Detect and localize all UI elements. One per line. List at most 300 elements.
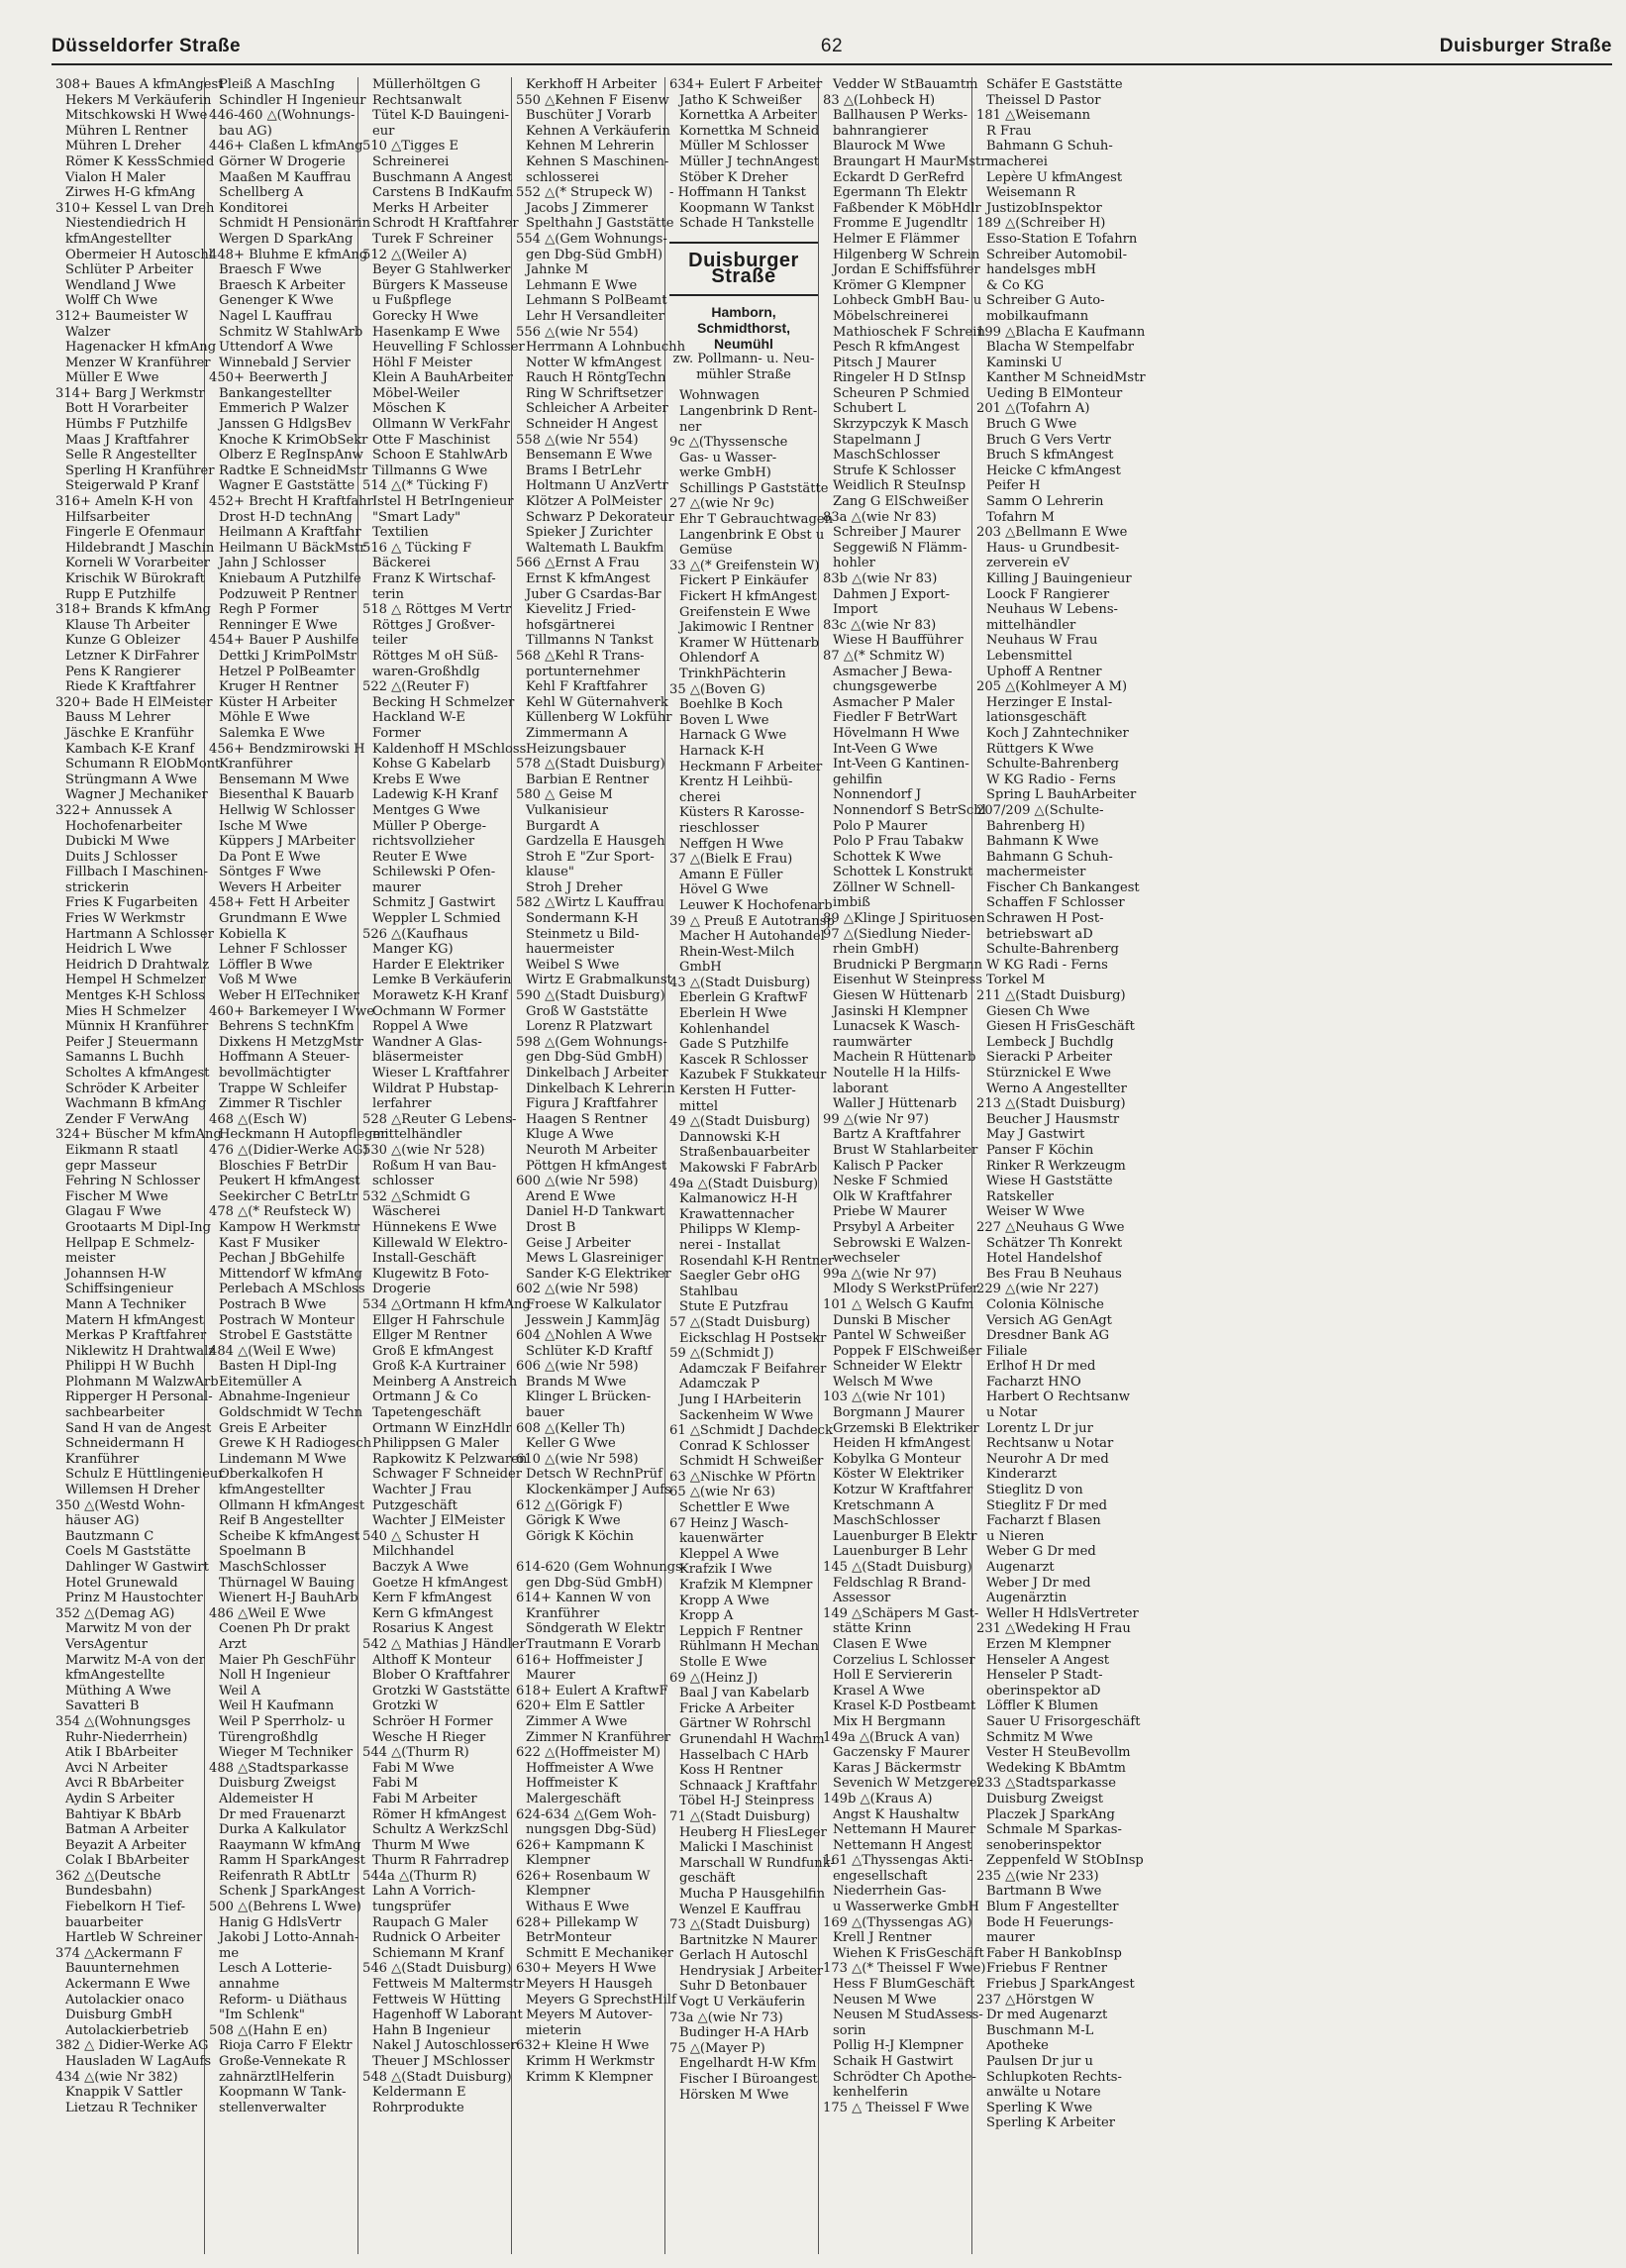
directory-entry: Röttges M oH Süß- [372,648,498,664]
directory-entry: Greis E Arbeiter [219,1420,327,1436]
directory-entry: Colonia Kölnische [986,1296,1104,1312]
directory-entry: Neffgen H Wwe [679,836,784,852]
directory-entry: Duisburg Zweigst [986,1791,1104,1806]
directory-entry: Jasinski H Klempner [833,1003,967,1019]
directory-entry: Fettweis M Maltermstr [372,1977,525,1993]
directory-entry: Söndgerath W Elektr [526,1621,665,1637]
directory-entry: Höhl F Meister [372,355,472,370]
directory-entry: Faber H BankobInsp [986,1945,1122,1961]
directory-entry: Nettemann H Maurer [833,1822,976,1838]
directory-entry: Rosarius K Angest [372,1621,493,1637]
directory-entry: u Fußpflege [372,293,452,309]
directory-entry: 546 △(Stadt Duisburg) [362,1961,512,1977]
directory-entry: Stahlbau [679,1284,739,1299]
directory-entry: laborant [833,1081,889,1096]
directory-entry: Schottek K Wwe [833,849,942,865]
directory-entry: Harder E Elektriker [372,957,504,973]
directory-entry: Hackland W-E [372,710,465,726]
directory-entry: Wevers H Arbeiter [219,879,342,895]
directory-entry: Jesswein J KammJäg [526,1312,661,1328]
directory-entry: Kornettka M Schneid [679,123,820,139]
directory-entry: Ballhausen P Werks- [833,108,967,124]
directory-entry: Theissel D Pastor [986,92,1101,108]
directory-entry: Ortmann W EinzHdlr [372,1420,512,1436]
directory-entry: Kinderarzt [986,1467,1058,1483]
directory-entry: Niklewitz H Drahtwalz [65,1343,216,1359]
directory-entry: Dinkelbach J Arbeiter [526,1066,668,1081]
directory-entry: 233 △Stadtsparkasse [976,1776,1117,1792]
directory-entry: Spring L BauhArbeiter [986,787,1137,803]
directory-entry: 227 △Neuhaus G Wwe [976,1219,1125,1235]
directory-entry: Mix H Bergmann [833,1713,946,1729]
directory-entry: Vialon H Maler [65,169,165,185]
directory-entry: raumwärter [833,1034,912,1050]
directory-entry: Detsch W RechnPrüf [526,1467,662,1483]
directory-entry: Postrach B Wwe [219,1296,327,1312]
directory-entry: Meyers G SprechstHilf [526,1992,676,2008]
directory-entry: MaschSchlosser [833,1513,940,1529]
directory-entry: Loock F Rangierer [986,586,1110,602]
directory-entry: Kretschmann A [833,1497,935,1513]
directory-entry: Neuhaus W Lebens- [986,602,1118,618]
directory-entry: gen Dbg-Süd GmbH) [526,1575,663,1591]
directory-entry: Textilien [372,525,429,541]
directory-entry: Morawetz K-H Kranf [372,988,508,1004]
directory-entry: Schlüter P Arbeiter [65,262,194,278]
directory-entry: Lauenburger B Elektr [833,1528,977,1544]
directory-entry: 454+ Bauer P Aushilfe [209,633,359,649]
directory-entry: 27 △(wie Nr 9c) [669,496,774,512]
directory-entry: 59 △(Schmidt J) [669,1346,774,1362]
directory-entry: Müller E Wwe [65,370,159,386]
directory-entry: 49 △(Stadt Duisburg) [669,1114,811,1130]
directory-entry: Kanther M SchneidMstr [986,370,1146,386]
directory-entry: Groß W Gaststätte [526,1003,649,1019]
directory-entry: Haagen S Rentner [526,1111,648,1127]
directory-entry: 69 △(Heinz J) [669,1670,759,1686]
directory-entry: 476 △(Didier-Werke AG) [209,1142,368,1158]
directory-entry: Putzgeschäft [372,1497,457,1513]
directory-entry: Hagenacker H kfmAng [65,340,217,356]
directory-entry: Holtmann U AnzVertr [526,478,668,494]
directory-entry: Peifer J Steuermann [65,1034,199,1050]
directory-entry: Fickert H kfmAngest [679,589,817,605]
directory-entry: Möschen K [372,401,446,417]
directory-entry: Colak I BbArbeiter [65,1853,189,1869]
directory-entry: Fillbach I Maschinen- [65,865,209,880]
directory-entry: Drost H-D technAng [219,509,353,525]
directory-entry: Ladewig K-H Kranf [372,787,498,803]
directory-entry: Ramm H SparkAngest [219,1853,365,1869]
directory-entry: Rechtsanw u Notar [986,1436,1114,1452]
directory-entry: Lunacsek K Wasch- [833,1019,961,1035]
directory-entry: Jordan E Schiffsführer [833,262,980,278]
directory-entry: Corzelius L Schlosser [833,1652,975,1668]
directory-entry: Meyers H Hausgeh [526,1977,653,1993]
directory-entry: Reuter E Wwe [372,849,467,865]
directory-entry: meister [65,1251,116,1267]
directory-entry: Dinkelbach K Lehrerin [526,1081,675,1096]
directory-entry: richtsvollzieher [372,834,475,850]
directory-entry: Spelthahn J Gaststätte [526,216,674,232]
directory-entry: Schellberg A [219,185,304,201]
directory-entry: Stroh J Dreher [526,879,623,895]
directory-entry: JustizobInspektor [986,200,1102,216]
directory-entry: 213 △(Stadt Duisburg) [976,1096,1126,1112]
directory-entry: werke GmbH) [679,465,771,481]
directory-entry: Augenarzt [986,1560,1055,1575]
directory-entry: Sperling H Kranführer [65,463,215,478]
directory-entry: Samanns L Buchh [65,1050,184,1066]
directory-entry: 582 △Wirtz L Kauffrau [516,895,664,911]
directory-entry: Rechtsanwalt [372,92,462,108]
directory-entry: Kazubek F Stukkateur [679,1068,827,1083]
directory-entry: Samm O Lehrerin [986,494,1104,510]
directory-entry: Wiese H Gaststätte [986,1174,1113,1189]
directory-entry: 207/209 △(Schulte- [976,802,1104,818]
directory-entry: Kehnen S Maschinen- [526,154,669,169]
directory-entry: Fricke A Arbeiter [679,1701,794,1716]
directory-entry: Kniebaum A Putzhilfe [219,571,361,586]
directory-entry: Zimmer N Kranführer [526,1729,671,1745]
directory-entry: 73 △(Stadt Duisburg) [669,1917,811,1933]
directory-entry: Filiale [986,1343,1028,1359]
directory-entry: 181 △Weisemann [976,108,1091,124]
directory-entry: Genenger K Wwe [219,293,334,309]
directory-entry: Nagel L Kauffrau [219,308,333,324]
directory-entry: bauer [526,1405,564,1421]
directory-entry: Lehmann E Wwe [526,277,638,293]
directory-entry: Rudnick O Arbeiter [372,1930,500,1946]
directory-entry: Neusen M Wwe [833,1992,937,2008]
directory-entry: Neske F Schmied [833,1174,949,1189]
directory-entry: Krasel A Wwe [833,1683,925,1699]
directory-entry: Aydin S Arbeiter [65,1791,174,1806]
directory-entry: Bahmann G Schuh- [986,139,1113,155]
directory-entry: Zeppenfeld W StObInsp [986,1853,1144,1869]
directory-entry: Giesen W Hüttenarb [833,988,968,1004]
directory-entry: Bahmann K Wwe [986,834,1099,850]
directory-entry: Langenbrink D Rent- [679,403,818,419]
directory-entry: Blum F Angestellter [986,1900,1119,1915]
directory-entry: Keldermann E [372,2085,466,2101]
directory-entry: Weil A [219,1683,261,1699]
directory-entry: Schulte-Bahrenberg [986,942,1119,958]
directory-entry: Faßbender K MöbHdlr [833,200,981,216]
directory-entry: u Notar [986,1405,1038,1421]
directory-entry: 518 △ Röttges M Vertr [362,602,512,618]
directory-entry: 532 △Schmidt G [362,1188,470,1204]
directory-entry: Kast F Musiker [219,1235,320,1251]
directory-entry: 566 △Ernst A Frau [516,556,640,571]
directory-entry: 452+ Brecht H Kraftfahr [209,494,373,510]
directory-entry: MaschSchlosser [219,1560,326,1575]
directory-entry: macherei [986,154,1048,169]
directory-entry: 73a △(wie Nr 73) [669,2010,783,2025]
directory-entry: senoberinspektor [986,1837,1101,1853]
directory-entry: Vester H SteuBevollm [986,1745,1131,1761]
directory-entry: Fries W Werkmstr [65,911,185,927]
directory-entry: Scheuren P Schmied [833,385,969,401]
directory-entry: Sperling K Arbeiter [986,2115,1115,2131]
directory-entry: Budinger H-A HArb [679,2025,809,2041]
directory-entry: Voß M Wwe [219,973,298,988]
directory-entry: 626+ Kampmann K [516,1837,645,1853]
directory-entry: hauermeister [526,942,615,958]
directory-entry: Giesen Ch Wwe [986,1003,1090,1019]
directory-entry: Rühlmann H Mechan [679,1639,819,1655]
directory-entry: Brudnicki P Bergmann [833,957,983,973]
directory-entry: Heidrich D Drahtwalz [65,957,210,973]
directory-entry: Köster W Elektriker [833,1467,965,1483]
directory-entry: sachbearbeiter [65,1405,165,1421]
directory-entry: Philippi H W Buchh [65,1359,195,1375]
directory-entry: 61 △Schmidt J Dachdeck [669,1423,833,1439]
directory-entry: Arend E Wwe [526,1188,616,1204]
directory-entry: Machein R Hüttenarb [833,1050,976,1066]
directory-entry: MaschSchlosser [833,448,940,464]
directory-column [51,77,225,2254]
directory-entry: Müller P Oberge- [372,818,487,834]
directory-entry: 382 △ Didier-Werke AG [55,2038,209,2054]
directory-entry: Fischer Ch Bankangest [986,879,1140,895]
directory-entry: Weil H Kaufmann [219,1699,335,1714]
directory-entry: 49a △(Stadt Duisburg) [669,1176,819,1191]
directory-entry: Maas J Kraftfahrer [65,432,189,448]
directory-entry: Duisburg GmbH [65,2008,173,2023]
directory-entry: Wienert H-J BauhArb [219,1591,358,1606]
directory-entry: Regh P Former [219,602,319,618]
directory-entry: Dresdner Bank AG [986,1328,1110,1344]
directory-entry: Pens K Rangierer [65,664,181,679]
directory-entry: Paulsen Dr jur u [986,2054,1093,2069]
directory-entry: Sackenheim W Wwe [679,1407,814,1423]
directory-entry: Erlhof H Dr med [986,1359,1096,1375]
directory-entry: Grewe K H Radiogesch [219,1436,372,1452]
directory-entry: Schrödter Ch Apothe- [833,2069,976,2085]
directory-entry: 33 △(* Greifenstein W) [669,558,820,573]
directory-entry: Holl E Serviererin [833,1668,953,1684]
directory-entry: Neuroth M Arbeiter [526,1142,658,1158]
directory-entry: Römer H kfmAngest [372,1806,507,1822]
directory-entry: 71 △(Stadt Duisburg) [669,1808,811,1824]
directory-entry: Wiehen K FrisGeschäft [833,1945,984,1961]
directory-entry: Ische M Wwe [219,818,308,834]
directory-entry: Goetze H kfmAngest [372,1575,508,1591]
directory-entry: 554 △(Gem Wohnungs- [516,231,667,247]
directory-entry: Buschmann M-L [986,2022,1094,2038]
directory-entry: Herrmann A Lohnbuchh [526,340,686,356]
directory-entry: 75 △(Mayer P) [669,2040,765,2056]
directory-entry: Mucha P Hausgehilfin [679,1886,826,1902]
directory-entry: Drost B [526,1219,576,1235]
directory-entry: Kehl F Kraftfahrer [526,679,648,695]
directory-entry: Stöber K Dreher [679,169,788,185]
directory-entry: W KG Radi - Ferns [986,957,1108,973]
directory-entry: Amann E Füller [679,867,783,882]
directory-entry: Münnix H Kranführer [65,1019,209,1035]
directory-entry: Henseler A Angest [986,1652,1110,1668]
directory-entry: Schneidermann H [65,1436,185,1452]
directory-entry: Mittendorf W kfmAng [219,1266,362,1282]
directory-entry: Pöttgen H kfmAngest [526,1158,667,1174]
directory-entry: 626+ Rosenbaum W [516,1868,651,1884]
directory-entry: 374 △Ackermann F [55,1945,183,1961]
directory-entry: nungsgen Dbg-Süd) [526,1822,657,1838]
directory-entry: Brands M Wwe [526,1374,627,1390]
directory-entry: Hünnekens E Wwe [372,1219,497,1235]
directory-entry: Renninger E Wwe [219,617,338,633]
directory-entry: Kranführer [526,1605,600,1621]
directory-entry: Schmitz J Gastwirt [372,895,496,911]
directory-entry: Heidrich L Wwe [65,942,172,958]
directory-entry: 632+ Kleine H Wwe [516,2038,650,2054]
directory-entry: Mühren L Dreher [65,139,181,155]
directory-entry: 308+ Baues A kfmAngest [55,77,224,92]
directory-entry: Janssen G HdlgsBev [219,417,352,433]
directory-entry: Malergeschäft [526,1791,621,1806]
directory-entry: Weisemann R [986,185,1075,201]
directory-entry: Schmidt H Schweißer [679,1454,824,1470]
directory-entry: Dr med Augenarzt [986,2008,1108,2023]
directory-entry: Töbel H-J Steinpress [679,1794,815,1809]
directory-entry: Avci R BbArbeiter [65,1776,184,1792]
directory-entry: Olberz E RegInspAnw [219,448,363,464]
directory-entry: Nonnendorf S BetrSchl [833,802,986,818]
directory-entry: Coenen Ph Dr prakt [219,1621,351,1637]
directory-entry: 558 △(wie Nr 554) [516,432,639,448]
directory-entry: Gemüse [679,543,733,559]
directory-entry: Rohrprodukte [372,2100,464,2115]
directory-entry: 446-460 △(Wohnungs- [209,108,356,124]
directory-entry: Langenbrink E Obst u [679,527,825,543]
directory-entry: Bahmann G Schuh- [986,849,1113,865]
directory-entry: Gerlach H Autoschl [679,1948,808,1964]
directory-entry: Brams I BetrLehr [526,463,642,478]
directory-entry: bahnrangierer [833,123,929,139]
directory-entry: Herzinger E Instal- [986,694,1113,710]
directory-entry: Rauch H RöntgTechn [526,370,666,386]
directory-entry: mobilkaufmann [986,308,1089,324]
directory-entry: Noll H Ingenieur [219,1668,331,1684]
directory-entry: 530 △(wie Nr 528) [362,1142,485,1158]
directory-entry: Helmer E Flämmer [833,231,960,247]
directory-entry: Klockenkämper J Aufs [526,1483,671,1498]
directory-entry: Da Pont E Wwe [219,849,321,865]
directory-entry: 310+ Kessel L van Dreh [55,200,215,216]
directory-entry: Roßum H van Bau- [372,1158,497,1174]
directory-entry: Manger KG) [372,942,454,958]
directory-entry: 65 △(wie Nr 63) [669,1485,775,1500]
directory-entry: 173 △(* Theissel F Wwe) [823,1961,986,1977]
directory-entry: handelsges mbH [986,262,1096,278]
directory-entry: Eikmann R staatl [65,1142,178,1158]
directory-entry: 628+ Pillekamp W [516,1914,639,1930]
directory-entry: Hahn B Ingenieur [372,2022,490,2038]
directory-entry: 149b △(Kraus A) [823,1791,933,1806]
directory-entry: Lohbeck GmbH Bau- u [833,293,982,309]
directory-entry: Weller H HdlsVertreter [986,1605,1139,1621]
directory-entry: Bes Frau B Neuhaus [986,1266,1122,1282]
directory-entry: Mies H Schmelzer [65,1003,186,1019]
directory-entry: 145 △(Stadt Duisburg) [823,1560,972,1575]
directory-entry: 189 △(Schreiber H) [976,216,1106,232]
directory-entry: VersAgentur [65,1636,148,1652]
directory-entry: 9c △(Thyssensche [669,435,788,451]
directory-entry: Koopmann W Tank- [219,2085,347,2101]
directory-entry: Raaymann W kfmAng [219,1837,361,1853]
directory-entry: Kehnen M Lehrerin [526,139,655,155]
directory-entry: Blober O Kraftfahrer [372,1668,510,1684]
directory-entry: Waller J Hüttenarb [833,1096,958,1112]
directory-entry: Ratskeller [986,1188,1055,1204]
directory-entry: Perlebach A MSchloss [219,1282,365,1297]
directory-entry: Dixkens H MetzgMstr [219,1034,363,1050]
directory-entry: Wergen D SparkAng [219,231,354,247]
directory-entry: Lesch A Lotterie- [219,1961,333,1977]
directory-entry: Egermann Th Elektr [833,185,967,201]
directory-entry: Kaminski U [986,355,1063,370]
directory-entry: Weber J Dr med [986,1575,1091,1591]
directory-entry: Wachter J Frau [372,1483,472,1498]
directory-entry: klause" [526,865,574,880]
directory-entry: Wedeking K BbAmtm [986,1760,1126,1776]
directory-entry: Winnebald J Servier [219,355,351,370]
directory-entry: Weibel S Wwe [526,957,620,973]
directory-entry: Lehr H Versandleiter [526,308,664,324]
directory-entry: Former [372,725,421,741]
directory-entry: Merkas P Kraftfahrer [65,1328,207,1344]
directory-entry: Stürznickel E Wwe [986,1066,1111,1081]
directory-entry: Lembeck J Buchdlg [986,1034,1114,1050]
directory-entry: Bürgers K Masseuse [372,277,508,293]
directory-entry: Selle R Angestellter [65,448,197,464]
directory-entry: Krafzik M Klempner [679,1578,813,1594]
directory-entry: 542 △ Mathias J Händler [362,1636,526,1652]
directory-entry: 544a △(Thurm R) [362,1868,477,1884]
directory-entry: Baal J van Kabelarb [679,1686,810,1701]
directory-entry: Schumann R ElObMont [65,757,221,773]
directory-entry: Braesch K Arbeiter [219,277,346,293]
directory-entry: rieschlosser [679,820,760,836]
directory-entry: Strufe K Schlosser [833,463,956,478]
directory-entry: Raupach G Maler [372,1914,488,1930]
directory-entry: 602 △(wie Nr 598) [516,1282,639,1297]
directory-entry: 604 △Nohlen A Wwe [516,1328,653,1344]
directory-entry: Schottek L Konstrukt [833,865,973,880]
directory-entry: Wohnwagen [679,388,760,404]
directory-entry: engesellschaft [833,1868,928,1884]
directory-entry: Hövel G Wwe [679,882,768,898]
directory-entry: Adamczak F Beifahrer [679,1361,827,1377]
directory-entry: Schiemann M Kranf [372,1945,504,1961]
directory-entry: Goldschmidt W Techn [219,1405,363,1421]
directory-entry: Augenärztin [986,1591,1067,1606]
directory-entry: Feldschlag R Brand- [833,1575,966,1591]
directory-entry: Schneider H Angest [526,417,659,433]
directory-entry: Lehmann S PolBeamt [526,293,667,309]
directory-entry: Istel H BetrIngenieur [372,494,514,510]
directory-entry: lationsgeschäft [986,710,1087,726]
directory-entry: Froese W Kalkulator [526,1296,661,1312]
directory-entry: Batman A Arbeiter [65,1822,189,1838]
directory-entry: Boehlke B Koch [679,697,783,713]
directory-entry: Zang G ElSchweißer [833,494,968,510]
directory-entry: Duisburg Zweigst [219,1776,337,1792]
directory-entry: Kobylka G Monteur [833,1451,962,1467]
directory-entry: BetrMonteur [526,1930,612,1946]
directory-entry: 87 △(* Schmitz W) [823,648,945,664]
